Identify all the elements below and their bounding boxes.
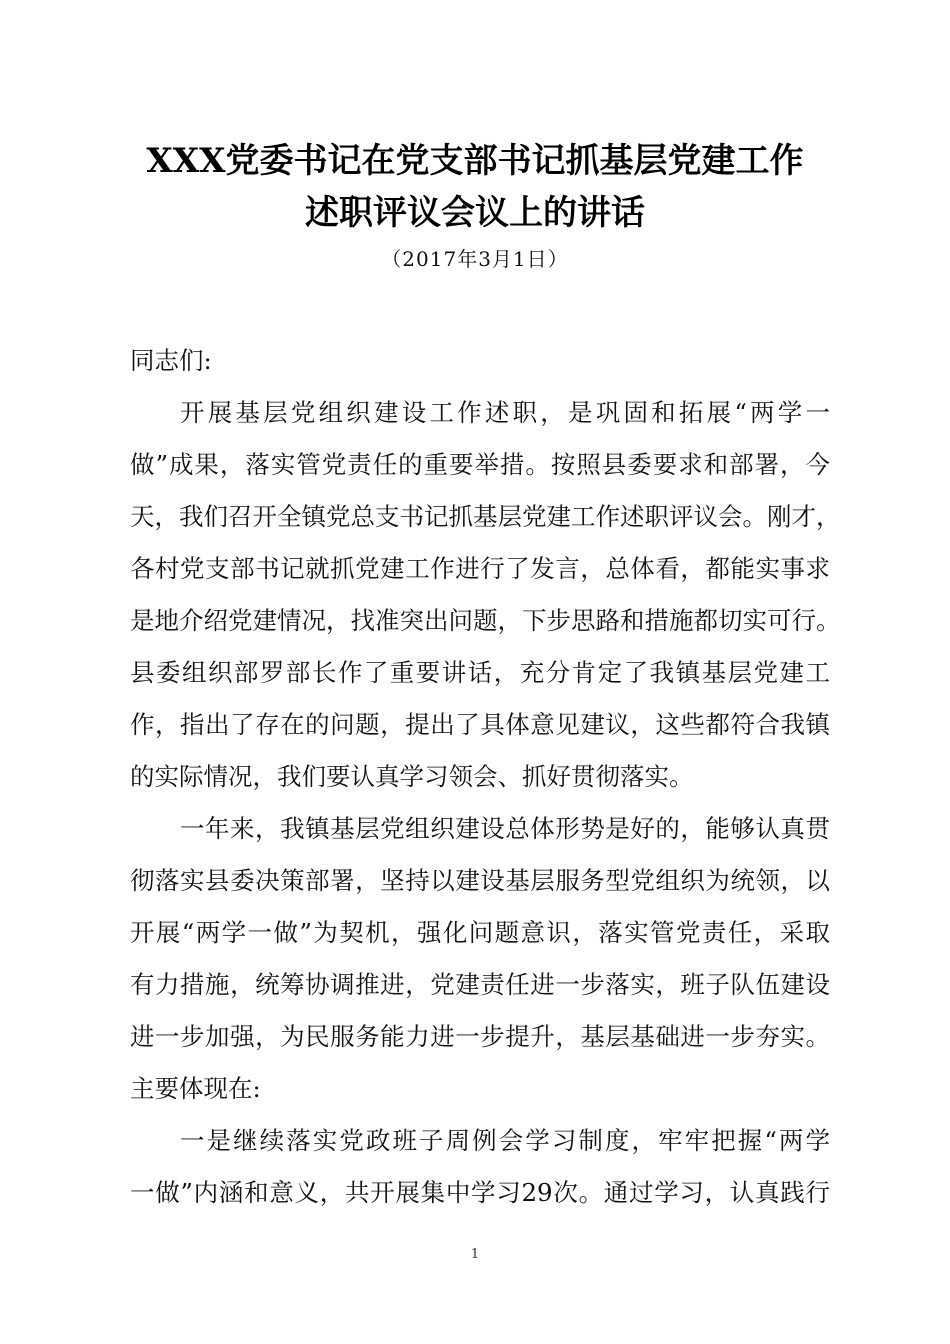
paragraph-1-line: 的实际情况，我们要认真学习领会、抓好贯彻落实。 <box>130 762 694 791</box>
paragraph-3-line: 一做”内涵和意义，共开展集中学习29次。通过学习，认真践行 <box>130 1178 830 1207</box>
salutation: 同志们: <box>130 346 212 375</box>
paragraph-2-line: 彻落实县委决策部署，坚持以建设基层服务型党组织为统领，以 <box>130 866 830 895</box>
paragraph-1-line: 县委组织部罗部长作了重要讲话，充分肯定了我镇基层党建工 <box>130 658 830 687</box>
paragraph-2-line: 进一步加强，为民服务能力进一步提升，基层基础进一步夯实。 <box>130 1022 830 1051</box>
paragraph-3-line: 一是继续落实党政班子周例会学习制度，牢牢把握“两学 <box>180 1126 830 1155</box>
paragraph-2-line: 开展“两学一做”为契机，强化问题意识，落实管党责任，采取 <box>130 918 830 947</box>
paragraph-1-line: 是地介绍党建情况，找准突出问题，下步思路和措施都切实可行。 <box>130 606 841 635</box>
paragraph-1-line: 开展基层党组织建设工作述职，是巩固和拓展“两学一 <box>180 398 830 427</box>
paragraph-1-line: 天，我们召开全镇党总支书记抓基层党建工作述职评议会。刚才， <box>130 502 841 531</box>
paragraph-1-line: 作，指出了存在的问题，提出了具体意见建议，这些都符合我镇 <box>130 710 830 739</box>
paragraph-2-line: 一年来，我镇基层党组织建设总体形势是好的，能够认真贯 <box>180 814 830 843</box>
page-number: 1 <box>470 1247 480 1262</box>
paragraph-1-line: 做”成果，落实管党责任的重要举措。按照县委要求和部署，今 <box>130 450 830 479</box>
paragraph-2-line: 主要体现在: <box>130 1074 261 1103</box>
document-title-line-1: XXX党委书记在党支部书记抓基层党建工作 <box>146 141 804 181</box>
paragraph-2-line: 有力措施，统筹协调推进，党建责任进一步落实，班子队伍建设 <box>130 970 830 999</box>
paragraph-1-line: 各村党支部书记就抓党建工作进行了发言，总体看，都能实事求 <box>130 554 830 583</box>
speech-date: （2017年3月1日） <box>381 247 569 271</box>
document-title-line-2: 述职评议会议上的讲话 <box>305 193 645 233</box>
